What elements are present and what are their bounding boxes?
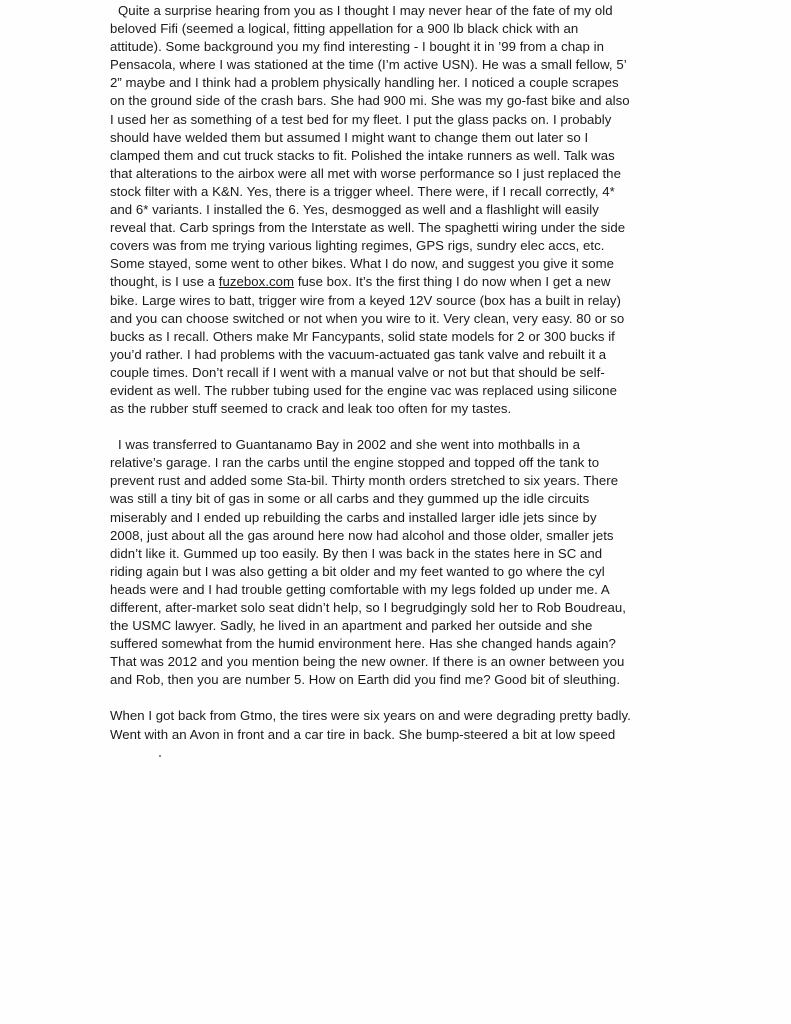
text-line: 2” maybe and I think had a problem physically handling her. I noticed a couple scrapes <box>110 75 619 91</box>
text-line: prevent rust and added some Sta-bil. Thirty month orders stretched to six years. There <box>110 473 619 489</box>
text-line: Went with an Avon in front and a car tire in back. She bump-steered a bit at low speed <box>110 726 616 742</box>
text-line: bucks as I recall. Others make Mr Fancypants, solid state models for 2 or 300 bucks if <box>110 328 615 344</box>
text-line: and Rob, then you are number 5. How on Earth did you find me? Good bit of sleuthing. <box>110 672 621 688</box>
text-line: you’d rather. I had problems with the vacuum-actuated gas tank valve and rebuilt it a <box>110 346 607 362</box>
text-line: that alterations to the airbox were all met with worse performance so I just replaced the <box>110 165 621 181</box>
text-line: Some stayed, some went to other bikes. What I do now, and suggest you give it some <box>110 256 615 272</box>
paragraph-2 <box>110 436 670 689</box>
text-line: stock filter with a K&N. Yes, there is a trigger wheel. There were, if I recall correctly, 4* <box>110 183 615 199</box>
scan-speck <box>159 755 161 757</box>
text-line: riding again but I was also getting a bit older and my feet wanted to go where the cyl <box>110 563 605 579</box>
paragraph-3 <box>110 707 670 743</box>
text-line: reveal that. Carb springs from the Interstate as well. The spaghetti wiring under the side <box>110 220 626 236</box>
text-line: clamped them and cut truck stacks to fit. Polished the intake runners as well. Talk was <box>110 147 615 163</box>
text-line: the USMC lawyer. Sadly, he lived in an apartment and parked her outside and she <box>110 618 593 634</box>
text-line: was still a tiny bit of gas in some or all carbs and they gummed up the idle circuits <box>110 491 590 507</box>
text-line: heads were and I had trouble getting comfortable with my legs folded up under me. A <box>110 581 610 597</box>
paragraph-gap <box>110 418 670 436</box>
text-line: I used her as something of a test bed for my fleet. I put the glass packs on. I probably <box>110 111 612 127</box>
text-line: miserably and I ended up rebuilding the carbs and installed larger idle jets since by <box>110 509 597 525</box>
text-line: couple times. Don’t recall if I went with a manual valve or not but that should be self- <box>110 364 605 380</box>
text-line: That was 2012 and you mention being the new owner. If there is an owner between you <box>110 654 625 670</box>
text-line: on the ground side of the crash bars. She had 900 mi. She was my go-fast bike and also <box>110 93 630 109</box>
text-line: different, after-market solo seat didn’t help, so I begrudgingly sold her to Rob Boudreau, <box>110 600 626 615</box>
text-line: attitude). Some background you my find interesting - I bought it in ’99 from a chap in <box>110 39 604 55</box>
letter-body <box>110 2 670 744</box>
fuzebox-link: fuzebox.com <box>218 274 295 290</box>
paragraph-gap <box>110 689 670 707</box>
text-line: Quite a surprise hearing from you as I thought I may never hear of the fate of my old <box>118 3 613 18</box>
text-line: 2008, just about all the gas around here now had alcohol and those older, smaller jets <box>110 527 614 543</box>
text-line: I was transferred to Guantanamo Bay in 2002 and she went into mothballs in a <box>118 437 580 453</box>
link-line-suffix: fuse box. It’s the first thing I do now when I get a new <box>294 274 611 290</box>
text-line: covers was from me trying various lighting regimes, GPS rigs, sundry elec accs, etc. <box>110 238 605 254</box>
text-line: should have welded them but assumed I might want to change them out later so I <box>110 129 589 145</box>
text-line: didn’t like it. Gummed up too easily. By then I was back in the states here in SC and <box>110 545 603 561</box>
text-line: When I got back from Gtmo, the tires were six years on and were degrading pretty badly. <box>110 708 631 724</box>
text-line: relative’s garage. I ran the carbs until the engine stopped and topped off the tank to <box>110 455 600 471</box>
text-line-with-link <box>110 273 670 291</box>
text-line: bike. Large wires to batt, trigger wire from a keyed 12V source (box has a built in relay) <box>110 292 621 308</box>
text-line: evident as well. The rubber tubing used for the engine vac was replaced using silicone <box>110 382 617 398</box>
text-line: Pensacola, where I was stationed at the time (I’m active USN). He was a small fellow, 5’ <box>110 57 627 73</box>
text-line: beloved Fifi (seemed a logical, fitting appellation for a 900 lb black chick with an <box>110 21 579 37</box>
text-line: and you can choose switched or not when you wire to it. Very clean, very easy. 80 or so <box>110 310 625 326</box>
paragraph-1 <box>110 2 670 418</box>
text-line: suffered somewhat from the humid environment here. Has she changed hands again? <box>110 636 616 652</box>
text-line: as the rubber stuff seemed to crack and leak too often for my tastes. <box>110 401 512 417</box>
link-line-prefix: thought, is I use a <box>110 274 219 290</box>
text-line: and 6* variants. I installed the 6. Yes, desmogged as well and a flashlight will easily <box>110 202 599 218</box>
